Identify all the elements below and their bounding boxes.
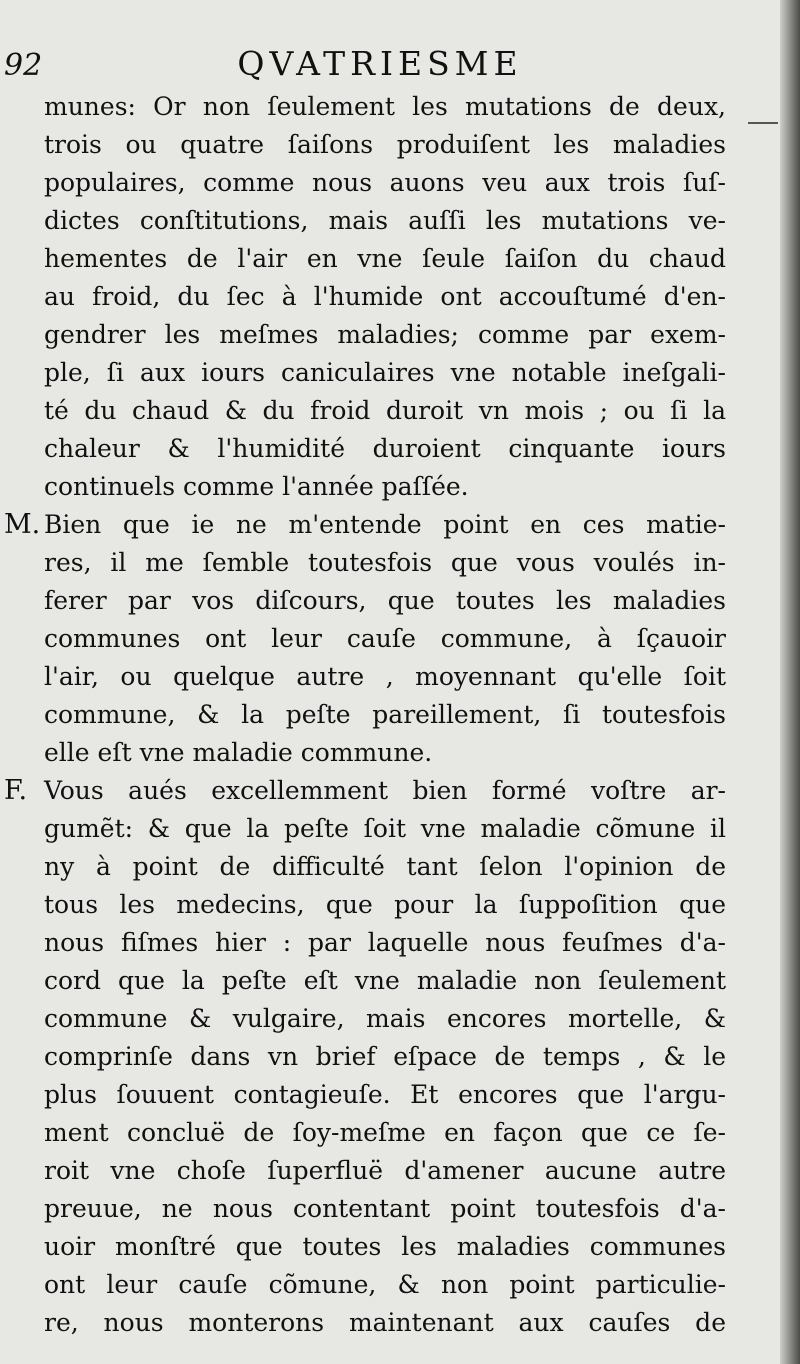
text-line: au froid, du ſec à l'humide ont accouſtumé d'en- — [44, 282, 726, 311]
text-line: dictes conſtitutions, mais auſſi les mutations ve- — [44, 206, 726, 235]
text-line: ment concluë de ſoy-meſme en façon que ce ſe- — [44, 1118, 726, 1147]
text-line: chaleur & l'humidité duroient cinquante iours — [44, 434, 726, 463]
text-line: ny à point de difficulté tant ſelon l'opinion de — [44, 852, 726, 881]
text-line: comprinſe dans vn brief eſpace de temps , & le — [44, 1042, 726, 1071]
text-line: ple, ſi aux iours caniculaires vne notable ineſgali- — [44, 358, 726, 387]
text-line: hementes de l'air en vne ſeule ſaiſon du chaud — [44, 244, 726, 273]
text-line: re, nous monterons maintenant aux cauſes de — [44, 1308, 726, 1337]
text-line: populaires, comme nous auons veu aux trois ſuſ- — [44, 168, 726, 197]
text-line: cord que la peſte eſt vne maladie non ſeulement — [44, 966, 726, 995]
text-line: res, il me ſemble toutesfois que vous voulés in- — [44, 548, 726, 577]
speaker-label: F. — [4, 775, 28, 806]
text-line: Bien que ie ne m'entende point en ces matie- — [44, 510, 726, 539]
text-line: trois ou quatre ſaiſons produiſent les maladies — [44, 130, 726, 159]
text-line: gumẽt: & que la peſte ſoit vne maladie cõmune il — [44, 814, 726, 843]
running-head: QVATRIESME — [237, 44, 523, 83]
text-line: commune & vulgaire, mais encores mortelle, & — [44, 1004, 726, 1033]
text-line: continuels comme l'année paſſée. — [44, 472, 469, 501]
page-number: 92 — [4, 48, 43, 83]
text-line: communes ont leur cauſe commune, à ſçauoir — [44, 624, 726, 653]
text-line: plus ſouuent contagieuſe. Et encores que l'argu- — [44, 1080, 726, 1109]
text-line: l'air, ou quelque autre , moyennant qu'elle ſoit — [44, 662, 726, 691]
text-line: ferer par vos diſcours, que toutes les maladies — [44, 586, 726, 615]
text-line: Vous aués excellemment bien formé voſtre ar- — [44, 776, 726, 805]
text-line: tous les medecins, que pour la ſuppoſition que — [44, 890, 726, 919]
text-line: ont leur cauſe cõmune, & non point particulie- — [44, 1270, 726, 1299]
page-edge — [780, 0, 800, 1364]
text-line: nous fiſmes hier : par laquelle nous feuſmes d'a- — [44, 928, 726, 957]
text-line: elle eſt vne maladie commune. — [44, 738, 433, 767]
margin-mark — [748, 122, 778, 124]
text-line: commune, & la peſte pareillement, ſi toutesfois — [44, 700, 726, 729]
text-line: roit vne choſe ſuperfluë d'amener aucune autre — [44, 1156, 726, 1185]
text-line: preuue, ne nous contentant point toutesfois d'a- — [44, 1194, 726, 1223]
speaker-label: M. — [4, 509, 41, 540]
text-line: munes: Or non ſeulement les mutations de deux, — [44, 92, 726, 121]
text-line: té du chaud & du froid duroit vn mois ; ou ſi la — [44, 396, 726, 425]
text-line: uoir monſtré que toutes les maladies communes — [44, 1232, 726, 1261]
text-line: gendrer les meſmes maladies; comme par exem- — [44, 320, 726, 349]
